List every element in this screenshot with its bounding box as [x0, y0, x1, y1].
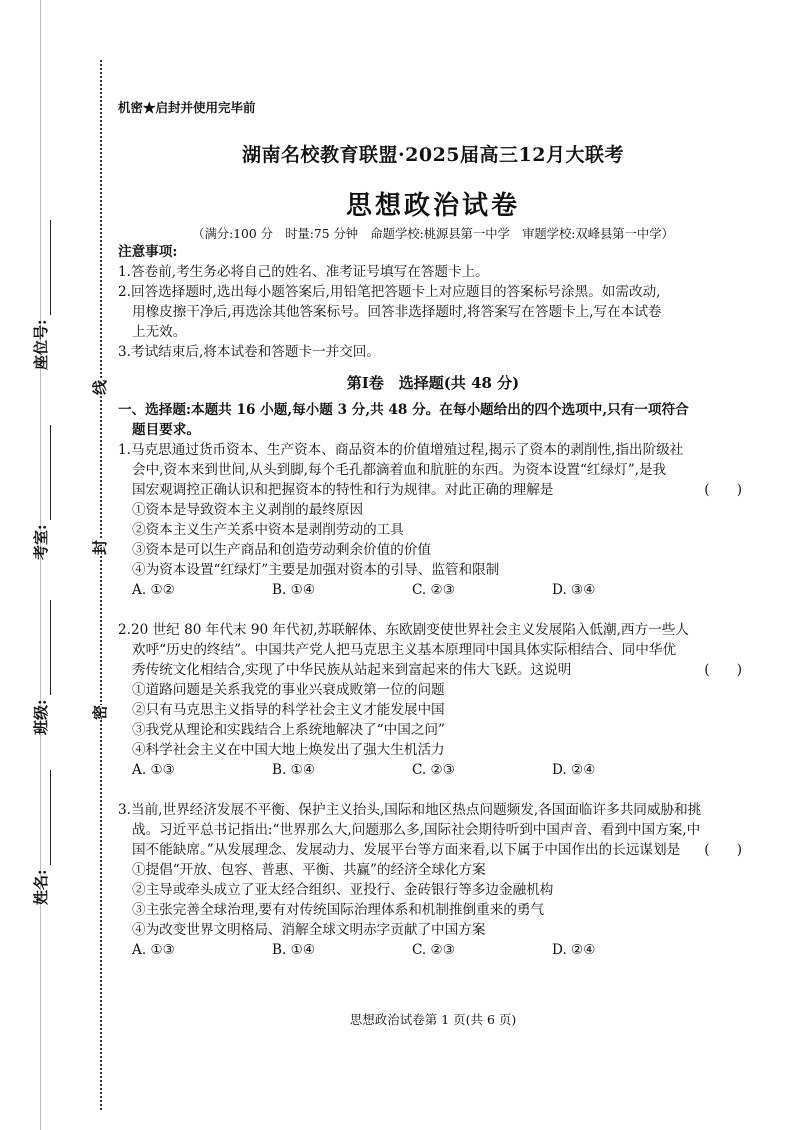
statement: ③资本是可以生产商品和创造劳动剩余价值的价值	[132, 542, 432, 558]
seat-number-label: 座位号:	[32, 319, 50, 370]
section-instruction	[118, 400, 750, 440]
statement: ③我党从理论和实践结合上系统地解决了“中国之问”	[132, 722, 445, 738]
statement: ④为改变世界文明格局、消解全球文明赤字贡献了中国方案	[132, 922, 486, 938]
option-a[interactable]: A. ①③	[132, 762, 175, 778]
instruction-line: 一、选择题:本题共 16 小题,每小题 3 分,共 48 分。在每小题给出的四个选项中,只有一项符合	[118, 402, 689, 418]
option-c[interactable]: C. ②③	[412, 762, 455, 778]
page-footer: 思想政治试卷第 1 页(共 6 页)	[349, 1012, 517, 1027]
note-item: 3.考试结束后,将本试卷和答题卡一并交回。	[118, 344, 380, 360]
answer-parentheses[interactable]: ( )	[704, 482, 742, 498]
statement: ③主张完善全球治理,要有对传统国际治理体系和机制推倒重来的勇气	[132, 902, 545, 918]
option-a[interactable]: A. ①②	[132, 582, 175, 598]
exam-room-field[interactable]	[30, 425, 51, 560]
statement: ②资本主义生产关系中资本是剥削劳动的工具	[132, 522, 404, 538]
question-1	[118, 440, 750, 600]
subject-title: 思想政治试卷	[345, 191, 520, 221]
option-d[interactable]: D. ③④	[552, 582, 596, 598]
binding-edge-line	[40, 0, 41, 1130]
question-line: 欢呼“历史的终结”。中国共产党人把马克思主义基本原理同中国具体实际相结合、同中华优	[132, 642, 677, 658]
exam-title: 湖南名校教育联盟·2025届高三12月大联考	[242, 144, 624, 166]
question-line: 1.马克思通过货币资本、生产资本、商品资本的价值增殖过程,揭示了资本的剥削性,指出阶级社	[118, 442, 684, 458]
instruction-line: 题目要求。	[132, 422, 200, 438]
name-field[interactable]	[30, 770, 51, 905]
options-row	[118, 580, 692, 600]
notes-list	[118, 262, 750, 362]
section-title: 第Ⅰ卷 选择题(共 48 分)	[346, 374, 520, 392]
option-a[interactable]: A. ①③	[132, 942, 175, 958]
note-item: 用橡皮擦干净后,再选涂其他答案标号。回答非选择题时,将答案写在答题卡上,写在本试卷	[132, 304, 662, 320]
option-d[interactable]: D. ②④	[552, 762, 596, 778]
name-blank[interactable]	[36, 770, 51, 865]
seat-number-blank[interactable]	[36, 220, 51, 315]
exam-info: （满分:100 分 时量:75 分钟 命题学校:桃源县第一中学 审题学校:双峰县第一中学）	[192, 227, 674, 241]
class-blank[interactable]	[36, 600, 51, 695]
seat-number-field[interactable]	[30, 220, 51, 370]
seal-word-mi: 密	[87, 705, 112, 720]
question-line: 3.当前,世界经济发展不平衡、保护主义抬头,国际和地区热点问题频发,各国面临许多共同威胁和挑	[118, 802, 702, 818]
exam-room-label: 考室:	[32, 524, 50, 560]
confidential-notice: 机密★启封并使用完毕前	[118, 100, 256, 115]
answer-parentheses[interactable]: ( )	[704, 662, 742, 678]
question-line: 秀传统文化相结合,实现了中华民族从站起来到富起来的伟大飞跃。这说明	[132, 662, 572, 678]
question-line: 国宏观调控正确认识和把握资本的特性和行为规律。对此正确的理解是	[132, 482, 554, 498]
question-line: 战。习近平总书记指出:“世界那么大,问题那么多,国际社会期待听到中国声音、看到中国方案,中	[132, 822, 701, 838]
option-b[interactable]: B. ①④	[272, 762, 316, 778]
class-label: 班级:	[32, 699, 50, 735]
option-c[interactable]: C. ②③	[412, 582, 455, 598]
question-2	[118, 620, 750, 780]
notes-heading: 注意事项:	[118, 244, 178, 260]
answer-parentheses[interactable]: ( )	[704, 842, 742, 858]
statement: ④为资本设置“红绿灯”主要是加强对资本的引导、监管和限制	[132, 562, 500, 578]
seal-dotted-line	[100, 60, 102, 1110]
option-d[interactable]: D. ②④	[552, 942, 596, 958]
option-c[interactable]: C. ②③	[412, 942, 455, 958]
statement: ①资本是导致资本主义剥削的最终原因	[132, 502, 364, 518]
class-field[interactable]	[30, 600, 51, 735]
question-3	[118, 800, 750, 960]
question-line: 2.20 世纪 80 年代末 90 年代初,苏联解体、东欧剧变使世界社会主义发展陷入低潮,西方一些人	[118, 622, 689, 638]
seal-word-feng: 封	[87, 540, 112, 555]
note-item: 上无效。	[132, 324, 187, 340]
note-item: 1.答卷前,考生务必将自己的姓名、准考证号填写在答题卡上。	[118, 264, 489, 280]
name-label: 姓名:	[32, 869, 50, 905]
statement: ④科学社会主义在中国大地上焕发出了强大生机活力	[132, 742, 445, 758]
options-row	[118, 760, 692, 780]
seal-word-xian: 线	[87, 380, 112, 395]
statement: ①提倡“开放、包容、普惠、平衡、共赢”的经济全球化方案	[132, 862, 486, 878]
question-line: 国不能缺席。”从发展理念、发展动力、发展平台等方面来看,以下属于中国作出的长远谋划是	[132, 842, 681, 858]
statement: ②主导或牵头成立了亚太经合组织、亚投行、金砖银行等多边金融机构	[132, 882, 554, 898]
option-b[interactable]: B. ①④	[272, 942, 316, 958]
option-b[interactable]: B. ①④	[272, 582, 316, 598]
options-row	[118, 940, 692, 960]
note-item: 2.回答选择题时,选出每小题答案后,用铅笔把答题卡上对应题目的答案标号涂黑。如需改动,	[118, 284, 661, 300]
statement: ②只有马克思主义指导的科学社会主义才能发展中国	[132, 702, 445, 718]
statement: ①道路问题是关系我党的事业兴衰成败第一位的问题	[132, 682, 445, 698]
question-line: 会中,资本来到世间,从头到脚,每个毛孔都滴着血和肮脏的东西。为资本设置“红绿灯”,是我	[132, 462, 667, 478]
exam-room-blank[interactable]	[36, 425, 51, 520]
